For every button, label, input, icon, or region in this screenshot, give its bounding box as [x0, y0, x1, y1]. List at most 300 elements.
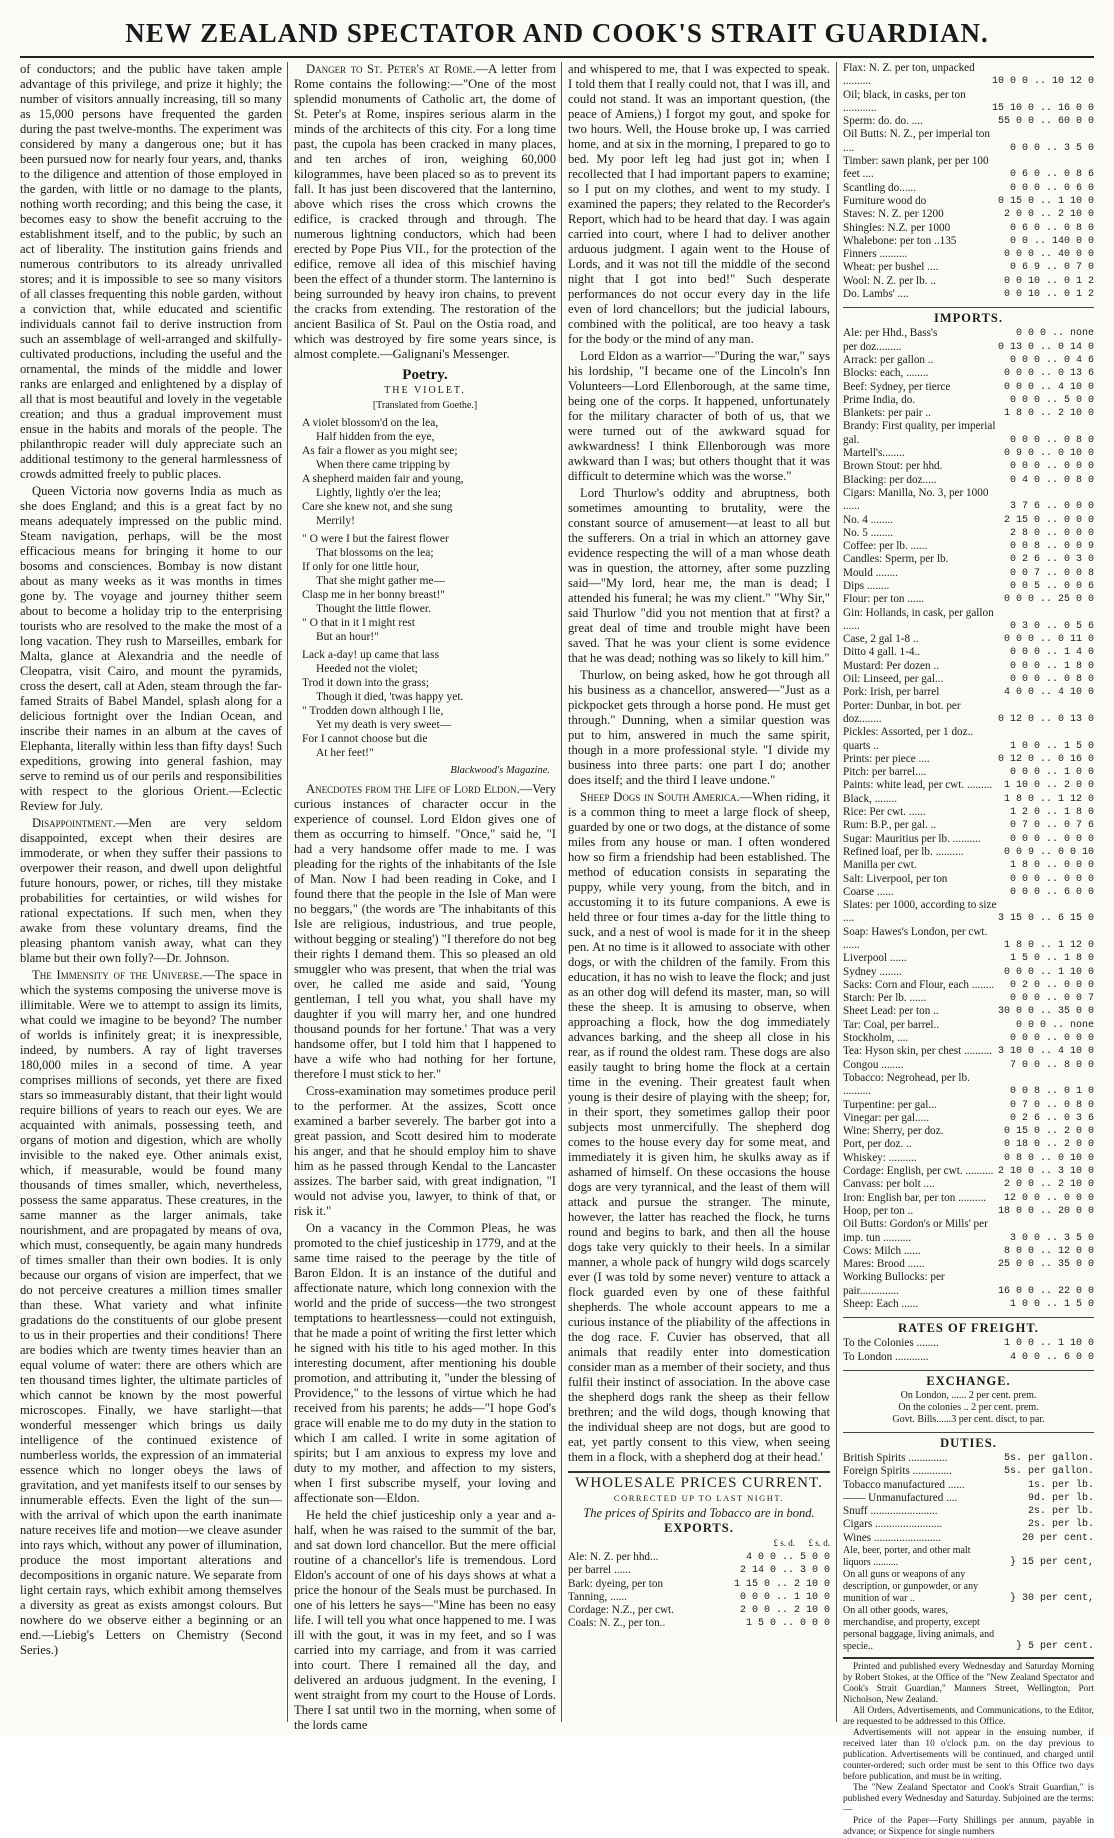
price-row: [843, 873, 1094, 886]
price-item: Whiskey: ..........: [843, 1151, 917, 1164]
price-value: 0 0 10 .. 0 1 2: [1003, 289, 1094, 301]
price-value: 0 0 0 .. 0 0 0: [1009, 461, 1094, 473]
poem-line: " Trodden down although I lie,: [302, 705, 444, 717]
price-row: [843, 474, 1094, 487]
price-value: 0 0 0 .. none: [1015, 328, 1094, 340]
price-row: [843, 966, 1094, 979]
price-value: 0 8 0 .. 0 10 0: [1003, 1152, 1094, 1164]
price-row: [843, 1479, 1094, 1492]
article-body: —Men are very seldom disappointed, except when their desires are immoderate, or when they suffer their passions to overpower their reason, and dwell upon delightful future honours, power, or riches, till they mistake probabilities for certainties, or wild wishes for rational expectations. If such men, when they awake from these voluntary dreams, find the pleasing phantom vanish away, what can they blame but their own folly?—Dr. Johnson.: [20, 816, 282, 965]
price-value: 1 2 0 .. 1 8 0: [1009, 807, 1094, 819]
price-value: 0 0 8 .. 0 1 0: [1009, 1086, 1094, 1098]
price-item: Sugar: Mauritius per lb. ..........: [843, 832, 981, 845]
article-body: —When riding, it is a common thing to meet a large flock of sheep, guarded by one or two dogs, at the distance of some miles from any house or man. I often wondered how so firm a friendship had been established. The method of education consists in separating the puppy, while very young, from the bitch, and in accustoming it to its future companions. A ewe is held three or four times a-day for the little thing to suck, and a nest of wool is made for it in the sheep pen. At no time is it allowed to associate with other dogs, or with the children of the family. From this education, it has no wish to leave the flock; and just as an other dog will defend its master, man, so will these the sheep. It is amusing to observe, when approaching a flock, how the dog immediately advances barking, and the sheep all close in his rear, as if round the oldest ram. These dogs are also easily taught to bring home the flock at a certain time in the evening. Their greatest fault when young is their desire of playing with the sheep; for, in their sport, they sometimes gallop their poor subjects most unmercifully. The shepherd dog comes to the house every day for some meat, and immediately it is given him, he skulks away as if ashamed of himself. On these occasions the house dogs are very tyrannical, and the least of them will attack and pursue the stranger. The minute, however, the latter has reached the flock, he turns round and begins to bark, and then all the house dogs take very quickly to their heels. In a similar manner, a whole pack of hungry wild dogs scarcely ever (I was told by some never) venture to attack a flock guarded even by one of these faithful shepherds. The whole account appears to me a curious instance of the pliability of the affections in the dog race. F. Cuvier has observed, that all animals that readily enter into domestication consider man as a member of their society, and thus fulfil their instinct of association. In the above case the shepherd dogs rank the sheep as their fellow brethren; and the wild dogs, though knowing that the individual sheep are not dogs, but are good to eat, yet partly consent to this view, when seeing them in a flock, with a shepherd dog at their head.': [568, 790, 830, 1464]
poem: [294, 416, 556, 778]
price-value: 0 0 0 .. 0 11 0: [1003, 634, 1094, 646]
imports-table: [843, 327, 1094, 1311]
poem-stanza: [294, 416, 556, 528]
price-item: Manilla per cwt.: [843, 859, 917, 872]
poem-line: If only for one little hour,: [302, 561, 420, 573]
price-value: 0 2 0 .. 0 0 0: [1009, 979, 1094, 991]
price-row: [843, 846, 1094, 859]
price-value: 0 0 0 .. 1 0 0: [1009, 767, 1094, 779]
price-item: Congou ........: [843, 1058, 904, 1071]
price-value: 0 7 0 .. 0 7 6: [1009, 820, 1094, 832]
poem-line: A shepherd maiden fair and young,: [302, 473, 464, 485]
price-item: Shingles: N.Z. per 1000: [843, 221, 951, 234]
imprint-line: Advertisements will not appear in the ensuing number, if received later than 10 o'clock p.m. on the day previous to publication. Advertisements will be continued, and charged until counter-ordered; such order must be sent to this Office two days before publication, and must be in writing.: [843, 1727, 1094, 1782]
article-body: —The space in which the systems composing the universe move is illimitable. Were we to attempt to assign its limits, what could we imagine to be beyond? The number of worlds is infinitely great; it is inexpressible, indeed, by numbers. A ray of light traverses 180,000 miles in a second of time. A year comprises millions of seconds, yet there are fixed stars so immeasurably distant, that their light would require billions of years to reach our eyes. We are acquainted with animals, possessing teeth, and organs of motion and digestion, which are wholly invisible to the naked eye. Other animals exist, which, if measurable, would be found many thousands of times smaller, which, nevertheless, possess the same apparatus. These creatures, in the same manner as the larger animals, take nourishment, and are propagated by means of ova, which must, consequently, be again many hundreds of times smaller than their own bodies. It is only because our organs of vision are imperfect, that we do not perceive creatures a million times smaller than these. What variety and what infinite gradations do the constituents of our globe present to us in their properties and their conditions! There are bodies which are twenty times heavier than an equal volume of water: there are others which are ten thousand times lighter, the ultimate particles of which cannot be known by the most powerful microscopes. Finally, we have starlight—that wonderful messenger which brings us daily intelligence of the continued existence of numberless worlds, the expression of an immaterial essence which no longer obeys the laws of gravitation, and yet manifests itself to our senses by innumerable effects. Even the light of the sun—with the arrival of which upon the earth inanimate nature receives life and motion—we cleave asunder into rays which, without any power of illumination, produce the most important alterations and decompositions in organic nature. We separate from light certain rays, which exhibit among themselves a diversity as great as exists amongst colours. But nowhere do we observe either a beginning or an end.—Liebig's Letters on Chemistry (Second Series.): [20, 968, 282, 1657]
price-item: Prime India, do.: [843, 393, 916, 406]
price-value: 0 0 0 .. 3 5 0: [1009, 142, 1094, 154]
price-item: Starch: Per lb. ......: [843, 992, 927, 1005]
price-value: 0 6 0 .. 0 8 0: [1009, 222, 1094, 234]
freight-heading: RATES OF FREIGHT.: [843, 1317, 1094, 1335]
price-item: Tobacco: Negrohead, per lb. ..........: [843, 1071, 970, 1098]
price-value: 0 9 0 .. 0 10 0: [1003, 448, 1094, 460]
price-row: [568, 1617, 830, 1630]
price-value: 0 0 0 .. 0 4 6: [1009, 354, 1094, 366]
price-row: [843, 1271, 1094, 1298]
poem-line: That blossoms on the lea;: [316, 547, 434, 559]
article-st-peters: [294, 62, 556, 362]
price-value: 0 0 0 .. 1 4 0: [1009, 647, 1094, 659]
price-item: Turpentine: per gal...: [843, 1098, 937, 1111]
imprint-line: The "New Zealand Spectator and Cook's Strait Guardian," is published every Wednesday and Saturday. Subjoined are the terms:—: [843, 1782, 1094, 1815]
price-row: [843, 660, 1094, 673]
price-value: 55 0 0 .. 60 0 0: [997, 116, 1094, 128]
duties-table: [843, 1452, 1094, 1545]
price-value: 1s. per lb.: [1027, 1479, 1094, 1491]
article-paragraph: Cross-examination may sometimes produce peril to the performer. At the assizes, Scott once examined a barber severely. The barber got into a great passion, and Scott desired him to moderate his anger, and that he should employ him to shave him as he passed through Kendal to the Lancaster assizes. The barber said, with great indignation, "I would not advise you, lawyer, to think of that, or risk it.": [294, 1084, 556, 1218]
price-item: Salt: Liverpool, per ton: [843, 872, 948, 885]
article-paragraph: and whispered to me, that I was expected to speak. I told them that I really could not, that I was ill, and could not stand. It was an important question, (the peace of Amiens,) I forgot my gout, and spoke for two hours. Well, the House broke up, I was carried home, and at six in the morning, I prepared to go to bed. My poor left leg had just got in; when I recollected that I had important papers to examine; so I put on my clothes, and went to my study. I examined the papers; they related to the Recorder's Report, which had to be heard that day. I was again carried into court, where I had to deliver another arduous judgment. I again went to the House of Lords, and it was not till the middle of the second night that I got into bed!" Such desperate performances do not occur every day in the life even of lord chancellors; but the judicial labours, combined with the political, are too heavy a task for the body or the mind of any man.: [568, 62, 830, 346]
price-row: [843, 859, 1094, 872]
poem-title: THE VIOLET.: [384, 385, 466, 396]
column-2: [294, 62, 557, 1732]
price-value: 0 0 0 .. none: [1015, 1019, 1094, 1031]
price-item: —— Unmanufactured ....: [843, 1491, 958, 1504]
poem-line: That she might gather me—: [316, 575, 446, 587]
article-body: —A letter from Rome contains the following:—"One of the most splendid monuments of Catholic art, the dome of St. Peter's at Rome, inspires serious alarm in the minds of the architects of this city. For a long time past, the cupola has been cracked in many places, and ten arches of iron, weighing 60,000 kilogrammes, have been placed so as to prevent its fall. It has just been discovered that the lanternino, above which rises the cross which crowns the edifice, is cracked through and through. The numerous lightning conductors, which had been erected by Pope Pius VII., for the protection of the edifice, remove all idea of this mischief having been the effect of a thunder storm. The lanternino is being surrounded by heavy iron chains, to prevent the cracks from extending. The restoration of the ancient Basilica of St. Paul on the Ostia road, and which was destroyed by fire some years since, is almost complete.—Galignani's Messenger.: [294, 62, 556, 361]
price-item: Paints: white lead, per cwt. .........: [843, 779, 993, 792]
masthead-title: NEW ZEALAND SPECTATOR AND COOK'S STRAIT GUARDIAN.: [125, 18, 989, 48]
price-row: [843, 992, 1094, 1005]
price-value: 4 0 0 .. 4 10 0: [1003, 687, 1094, 699]
price-row: [843, 726, 1094, 753]
price-row: [843, 979, 1094, 992]
freight-table: [843, 1337, 1094, 1364]
price-row: [843, 354, 1094, 367]
price-row: [843, 275, 1094, 288]
price-row: [843, 420, 1094, 447]
price-row: [843, 248, 1094, 261]
poem-line: Thought the little flower.: [316, 603, 431, 615]
price-item: Soap: Hawes's London, per cwt. ......: [843, 925, 988, 951]
price-item: Wines ........................: [843, 1531, 942, 1544]
price-value: 5s. per gallon.: [1003, 1452, 1094, 1464]
price-value: 1 5 0 .. 1 8 0: [1009, 953, 1094, 965]
duty-rate: } 5 per cent.: [1015, 1640, 1094, 1652]
price-row: [843, 195, 1094, 208]
price-value: 9d. per lb.: [1027, 1492, 1094, 1504]
price-row: [843, 327, 1094, 340]
article-sheep-dogs: [568, 790, 830, 1465]
price-row: [843, 793, 1094, 806]
prices-current-title: WHOLESALE PRICES CURRENT.: [568, 1471, 830, 1491]
price-item: Black, ........: [843, 792, 898, 805]
price-row: [843, 1245, 1094, 1258]
price-row: [843, 1165, 1094, 1178]
price-value: 30 0 0 .. 35 0 0: [997, 1006, 1094, 1018]
price-item: Beef: Sydney, per tierce: [843, 380, 951, 393]
price-item: Port, per doz. ..: [843, 1138, 912, 1151]
poem-line: But an hour!": [316, 631, 379, 643]
price-item: Oil; black, in casks, per ton ............: [843, 88, 966, 114]
price-item: No. 5 ........: [843, 526, 894, 539]
price-value: 15 10 0 .. 16 0 0: [991, 102, 1094, 114]
price-value: 0 13 0 .. 0 14 0: [997, 341, 1094, 353]
duties-heading: DUTIES.: [843, 1432, 1094, 1450]
poem-line: Merrily!: [316, 515, 355, 527]
poem-subtitle: [Translated from Goethe.]: [372, 400, 478, 411]
price-row: [843, 128, 1094, 155]
price-value: 5s. per gallon.: [1003, 1466, 1094, 1478]
exports-column-header: £ s. d. £ s. d.: [773, 1538, 830, 1548]
price-item: Tar: Coal, per barrel..: [843, 1018, 940, 1031]
price-value: 1 0 0 .. 1 10 0: [1003, 1338, 1094, 1350]
poem-line: Heeded not the violet;: [316, 663, 418, 675]
price-row: [843, 633, 1094, 646]
price-row: [843, 686, 1094, 699]
price-row: [843, 1205, 1094, 1218]
article-paragraph: On a vacancy in the Common Pleas, he was promoted to the chief justiceship in 1779, and at the same time raised to the peerage by the title of Baron Eldon. It is an instance of the dutiful and affectionate nature, which long connexion with the world and the pride of success—the two strongest temptations to heartlessness—could not extinguish, that he made a point of writing the first letter which he signed with his title to his aged mother. In this interesting document, after mentioning his double promotion, and attributing it, "under the blessing of Providence," to the lessons of virtue which he had received from his parents; he adds—"I hope God's grace will enable me to do my duty in the station to which I am called. I write in some agitation of spirits; but I am anxious to express my love and duty to my mother, and affection to my sisters, when I first subscribe myself, your loving and affectionate son—Eldon.: [294, 1221, 556, 1505]
price-row: [843, 1351, 1094, 1364]
column-4: [843, 62, 1094, 1837]
price-row: [843, 1192, 1094, 1205]
price-item: Working Bullocks: per pair..............: [843, 1271, 945, 1297]
price-value: 2 0 0 .. 2 10 0: [1003, 209, 1094, 221]
price-row: [843, 381, 1094, 394]
price-row: [843, 115, 1094, 128]
prices-current-subtitle: CORRECTED UP TO LAST NIGHT.: [613, 1493, 785, 1503]
price-item: Vinegar: per gal.....: [843, 1111, 929, 1124]
price-item: Wool: N. Z. per lb. ..: [843, 274, 936, 287]
price-row: [843, 1032, 1094, 1045]
price-value: 1 15 0 .. 2 10 0: [733, 1578, 830, 1590]
price-item: Liverpool ......: [843, 952, 907, 965]
price-item: Coffee: per lb. ......: [843, 540, 928, 553]
price-row: [843, 1019, 1094, 1032]
price-value: 0 0 0 .. 40 0 0: [1003, 249, 1094, 261]
price-row: [843, 580, 1094, 593]
price-item: Pickles: Assorted, per 1 doz.. quarts ..: [843, 726, 974, 752]
price-row: [843, 753, 1094, 766]
price-value: 3 0 0 .. 3 5 0: [1009, 1232, 1094, 1244]
price-row: [843, 567, 1094, 580]
exchange-line: On London, ...... 2 per cent. prem.: [900, 1389, 1037, 1401]
price-row: [843, 593, 1094, 606]
price-row: [843, 62, 1094, 89]
article-paragraph: He held the chief justiceship only a year and a-half, when he was raised to the summit of the bar, and sat down lord chancellor. But the mere official routine of a chancellor's life is tremendous. Lord Eldon's account of one of his days shows at what a price the honour of the Seals must be purchased. In one of his letters he says—"Mine has been no easy life. I will tell you what once happened to me. I was ill with the gout, it was in my feet, and so I was carried into my carriage, and from it was carried into court. There I remained all the day, and delivered an arduous judgment. In the evening, I went straight from my court to the House of Lords. There I sat until two in the morning, when some of the lords came: [294, 1508, 556, 1732]
price-value: 1 0 0 .. 1 5 0: [1009, 740, 1094, 752]
price-value: 0 0 9 .. 0 0 10: [1003, 846, 1094, 858]
duty-item: On all other goods, wares, merchandise, and property, except personal baggage, living animals, and specie..: [843, 1604, 995, 1652]
price-value: 2 10 0 .. 3 10 0: [997, 1166, 1094, 1178]
article-paragraph: Lord Eldon as a warrior—"During the war," says his lordship, "I became one of the Lincoln's Inn Volunteers—Lord Ellenborough, at the same time, being one of the corps. It happened, unfortunately for the military character of both of us, that we were turned out of the awkward squad for awkwardness! I think Ellenborough was more awkward than I was; but others thought that it was difficult to determine which was the worse.": [568, 349, 830, 483]
article-universe: [20, 968, 282, 1658]
price-row: [843, 1125, 1094, 1138]
article-heading: The Immensity of the Universe.: [32, 968, 203, 982]
price-row: [843, 700, 1094, 727]
price-item: Sheep: Each ......: [843, 1298, 919, 1311]
poem-line: Clasp me in her bonny breast!": [302, 589, 445, 601]
poem-line: For I cannot choose but die: [302, 733, 428, 745]
price-value: 0 15 0 .. 1 10 0: [997, 195, 1094, 207]
article-heading: Anecdotes from the Life of Lord Eldon.: [306, 782, 520, 796]
price-value: 0 18 0 .. 2 0 0: [1003, 1139, 1094, 1151]
price-item: Pork: Irish, per barrel: [843, 686, 940, 699]
price-row: [843, 1005, 1094, 1018]
price-value: 2 0 0 .. 2 10 0: [1003, 1179, 1094, 1191]
price-value: 1 10 0 .. 2 0 0: [1003, 780, 1094, 792]
price-row: [843, 646, 1094, 659]
price-item: Oil: Linseed, per gal...: [843, 673, 944, 686]
price-value: 25 0 0 .. 35 0 0: [997, 1259, 1094, 1271]
price-item: Furniture wood do: [843, 194, 927, 207]
price-value: 2 14 0 .. 3 0 0: [739, 1565, 830, 1577]
price-row: [843, 1298, 1094, 1311]
price-item: Scantling do......: [843, 181, 917, 194]
price-row: [843, 1258, 1094, 1271]
price-value: 2 8 0 .. 0 0 0: [1009, 527, 1094, 539]
price-item: Oil Butts: N. Z., per imperial ton ....: [843, 128, 990, 154]
price-value: 4 0 0 .. 6 0 0: [1009, 1351, 1094, 1363]
price-item: Mustard: Per dozen ..: [843, 659, 940, 672]
price-row: [568, 1604, 830, 1617]
price-row: [843, 1505, 1094, 1518]
price-row: [843, 952, 1094, 965]
price-value: 0 0 0 .. 0 6 0: [1009, 182, 1094, 194]
price-value: 0 7 0 .. 0 8 0: [1009, 1099, 1094, 1111]
price-value: 0 0 0 .. 6 0 0: [1009, 886, 1094, 898]
price-item: Oil Butts: Gordon's or Mills' per imp. tun ..........: [843, 1218, 988, 1244]
price-row: [843, 1337, 1094, 1350]
price-row: [843, 208, 1094, 221]
price-row: [843, 779, 1094, 792]
price-item: Sheet Lead: per ton ..: [843, 1005, 939, 1018]
poem-stanza: [294, 532, 556, 644]
poem-line: " O were I but the fairest flower: [302, 533, 449, 545]
price-value: 1 8 0 .. 2 10 0: [1003, 408, 1094, 420]
price-row: [843, 460, 1094, 473]
price-value: 2 15 0 .. 0 0 0: [1003, 514, 1094, 526]
poem-line: When there came tripping by: [316, 459, 451, 471]
article-paragraph: of conductors; and the public have taken ample advantage of this privilege, and prize it highly; the number of visitors annually increasing, till so many as 15,000 persons have frequented the garden during the past twelve-months. The experiment was considered by many a dangerous one; but it has been pursued now for nearly four years, and, thanks to the diligence and attention of those employed in the garden, with little or no damage to the plants, nothing worth recording; and this being the case, it becomes easy to show the benefit accruing to the establishment itself, and to the public, by such an act of liberality. The institution gains friends and numerous contributors to its already unrivalled stores; and it is impossible to see so many visitors of all classes frequenting this noble garden, without a conviction that, while educated and scientific individuals cannot fail to derive instruction from such an assemblage of well-arranged and skilfully-cultivated productions, including the useful and the ornamental, the minds of the middle and lower ranks are enlarged and enlightened by a display of all that is most beautiful and lovely in the vegetable creation; and thus a gradual improvement must ensue in the habits and morals of the people. The philanthropic reader will duly appreciate such an additional testimony to the general harmlessness of crowds admitted freely to public places.: [20, 62, 282, 481]
price-item: Timber: sawn plank, per per 100 feet ....: [843, 155, 989, 181]
article-heading: Sheep Dogs in South America.: [580, 790, 740, 804]
price-value: 10 0 0 .. 10 12 0: [991, 76, 1094, 88]
price-item: Sperm: do. do. ....: [843, 115, 923, 128]
price-row: [568, 1564, 830, 1577]
price-row: [843, 926, 1094, 953]
price-row: [843, 607, 1094, 634]
poem-line: Lack a-day! up came that lass: [302, 649, 439, 661]
price-row: [568, 1578, 830, 1591]
poem-line: Care she knew not, and she sung: [302, 501, 453, 513]
price-row: [843, 1465, 1094, 1478]
poem-line: A violet blossom'd on the lea,: [302, 417, 439, 429]
price-item: per barrel ......: [568, 1564, 631, 1577]
price-row: [843, 1152, 1094, 1165]
price-item: Brandy: First quality, per imperial gal.: [843, 420, 996, 446]
price-row: [843, 899, 1094, 926]
price-value: 0 6 0 .. 0 8 6: [1009, 169, 1094, 181]
price-row: [843, 407, 1094, 420]
price-item: Candles: Sperm, per lb.: [843, 553, 949, 566]
imprint-line: Printed and published every Wednesday and Saturday Morning by Robert Stokes, at the Office of the "New Zealand Spectator and Cook's Strait Guardian," Manners Street, Wellington, Port Nicholson, New Zealand.: [843, 1661, 1094, 1705]
price-item: Coarse ......: [843, 885, 894, 898]
price-item: Canvass: per bolt ....: [843, 1178, 935, 1191]
price-value: 7 0 0 .. 8 0 0: [1009, 1059, 1094, 1071]
price-value: 0 0 0 .. 0 0 0: [1009, 1033, 1094, 1045]
price-item: Gin: Hollands, in cask, per gallon ......: [843, 606, 994, 632]
exchange-heading: EXCHANGE.: [843, 1370, 1094, 1388]
price-row: [843, 806, 1094, 819]
poem-stanza: [294, 648, 556, 760]
price-value: 0 0 0 .. 1 10 0: [1003, 966, 1094, 978]
price-row: [843, 487, 1094, 514]
price-row: [843, 1452, 1094, 1465]
price-value: 0 0 0 .. 5 0 0: [1009, 394, 1094, 406]
price-item: Ditto 4 gall. 1-4..: [843, 646, 921, 659]
price-item: Refined loaf, per lb. ..........: [843, 845, 964, 858]
price-item: Case, 2 gal 1-8 ..: [843, 633, 919, 646]
price-item: Ale: per Hhd., Bass's: [843, 327, 938, 340]
price-item: per doz.........: [843, 340, 902, 353]
price-row: [843, 673, 1094, 686]
price-item: Blocks: each, ........: [843, 367, 929, 380]
price-item: Tea: Hyson skin, per chest ..........: [843, 1045, 992, 1058]
prices-current-note: The prices of Spirits and Tobacco are in bond.: [583, 1506, 815, 1520]
price-row: [843, 540, 1094, 553]
price-value: 1 5 0 .. 0 0 0: [745, 1618, 830, 1630]
price-row: [843, 235, 1094, 248]
price-item: No. 4 ........: [843, 513, 894, 526]
price-row: [843, 766, 1094, 779]
poem-line: Though it died, 'twas happy yet.: [316, 691, 464, 703]
price-row: [843, 553, 1094, 566]
price-value: 0 0 .. 140 0 0: [1009, 235, 1094, 247]
price-row: [843, 1492, 1094, 1505]
article-eldon: [294, 782, 556, 1082]
price-value: 1 0 0 .. 1 5 0: [1009, 1299, 1094, 1311]
poem-source: Blackwood's Magazine.: [450, 765, 550, 776]
price-item: Brown Stout: per hhd.: [843, 460, 943, 473]
duties-bracket-table: [843, 1545, 1094, 1653]
price-item: Cigars: Manilla, No. 3, per 1000 ......: [843, 486, 989, 513]
price-item: Arrack: per gallon ..: [843, 353, 934, 366]
duty-rate: } 15 per cent,: [1009, 1556, 1094, 1568]
price-row: [843, 1218, 1094, 1245]
price-row: [843, 155, 1094, 182]
price-value: 0 0 0 .. 1 8 0: [1009, 660, 1094, 672]
poetry-heading: Poetry.: [402, 367, 448, 383]
imprint-line: Price of the Paper—Forty Shillings per annum, payable in advance; or Sixpence for single numbers: [843, 1815, 1094, 1837]
price-row: [843, 819, 1094, 832]
price-item: Blacking: per doz.....: [843, 473, 937, 486]
poem-line: Trod it down into the grass;: [302, 677, 430, 689]
price-value: 0 6 9 .. 0 7 0: [1009, 262, 1094, 274]
price-value: 0 0 0 .. 0 0 7: [1009, 993, 1094, 1005]
price-item: Cordage: N.Z., per cwt.: [568, 1604, 674, 1617]
price-value: 0 0 5 .. 0 0 6: [1009, 580, 1094, 592]
price-value: 3 15 0 .. 6 15 0: [997, 913, 1094, 925]
article-paragraph: Lord Thurlow's oddity and abruptness, both sometimes amounting to brutality, were the constant source of amusement—at least to all but the sufferers. On a trial in which an attorney gave evidence respecting the will of a man whose death was in question, the attorney, after some puzzling said—"My lord, hear me, the man is dead; I attended his funeral; he was my client." "Why Sir," said Thurlow "did you not mention that at first? a great deal of time and trouble might have been saved. That he was your client is some evidence that he was dead; nothing was so likely to kill him.": [568, 486, 830, 665]
imprint: [843, 1657, 1094, 1838]
price-item: Rice: Per cwt. ......: [843, 806, 926, 819]
price-item: Pitch: per barrel....: [843, 766, 927, 779]
duty-row: [843, 1545, 1094, 1569]
price-value: 0 4 0 .. 0 8 0: [1009, 474, 1094, 486]
price-item: Tobacco manufactured ......: [843, 1478, 965, 1491]
price-value: 0 0 0 .. 0 8 0: [1009, 434, 1094, 446]
article-body: —Very curious instances of character occur in the experience of counsel. Lord Eldon gives one of them as occurring to himself. "Once," said he, "I had a very handsome offer made to me. I was pleading for the rights of the inhabitants of the Isle of Man. Now I had been reading in Coke, and I found there that the people in the Isle of Man were no beggars," (the words are 'The inhabitants of this Isle are religious, industrious, and true people, without begging or stealing') "I therefore do not beg their rights I demand them. This so pleased an old smuggler who was present, that when the trial was over, he called me aside and said, 'Young gentleman, I tell you what, you shall have my daughter if you will marry her, and one hundred thousand pounds for her fortune.' That was a very handsome offer, but I told him that I happened to have a wife who had nothing for her fortune, therefore I must stick to her.": [294, 782, 557, 1081]
price-value: 2s. per lb.: [1027, 1506, 1094, 1518]
price-value: 3 7 6 .. 0 0 0: [1009, 501, 1094, 513]
price-value: 0 0 8 .. 0 0 9: [1009, 541, 1094, 553]
price-row: [843, 447, 1094, 460]
price-value: 18 0 0 .. 20 0 0: [997, 1205, 1094, 1217]
price-value: 0 0 0 .. 0 0 0: [1009, 833, 1094, 845]
poem-line: Yet my death is very sweet—: [316, 719, 452, 731]
price-value: 0 15 0 .. 2 0 0: [1003, 1126, 1094, 1138]
imprint-line: All Orders, Advertisements, and Communications, to the Editor, are requested to be addressed to this Office.: [843, 1705, 1094, 1727]
price-value: 0 0 0 .. 0 0 0: [1009, 873, 1094, 885]
price-value: 3 10 0 .. 4 10 0: [997, 1046, 1094, 1058]
price-item: To the Colonies ........: [843, 1337, 939, 1350]
price-item: Foreign Spirits ..............: [843, 1465, 952, 1478]
column-1: [20, 62, 282, 1722]
price-row: [843, 1112, 1094, 1125]
price-row: [843, 1138, 1094, 1151]
column-divider: [561, 62, 562, 1722]
price-row: [843, 341, 1094, 354]
price-item: Sydney ........: [843, 965, 902, 978]
price-item: Wheat: per bushel ....: [843, 261, 939, 274]
poem-line: At her feet!": [316, 747, 374, 759]
price-item: Snuff ........................: [843, 1505, 938, 1518]
price-value: 0 0 0 .. 0 13 6: [1003, 368, 1094, 380]
price-item: To London ............: [843, 1350, 929, 1363]
price-item: Mares: Brood ......: [843, 1258, 925, 1271]
article-paragraph: Thurlow, on being asked, how he got through all his business as a chancellor, answered—"Just as a pickpocket gets through a horse pond. He must get through." Dunning, when a similar question was put to him, answered in much the same spirit, though in a more professional style. "I divide my business into three parts: one part I do; another does itself; and the third I leave undone.": [568, 668, 830, 787]
price-item: Ale: N. Z. per hhd...: [568, 1551, 659, 1563]
price-item: Tanning, ......: [568, 1590, 627, 1603]
price-item: Dips ........: [843, 579, 890, 592]
price-value: 0 0 7 .. 0 0 8: [1009, 567, 1094, 579]
price-item: Blankets: per pair ..: [843, 407, 931, 420]
price-row: [843, 886, 1094, 899]
article-disappointment: [20, 816, 282, 966]
poem-line: " O that in it I might rest: [302, 617, 415, 629]
price-item: Flax: N. Z. per ton, unpacked ..........: [843, 62, 975, 88]
price-item: Bark: dyeing, per ton: [568, 1577, 664, 1590]
column-divider: [287, 62, 288, 1722]
price-item: Hoop, per ton ..: [843, 1204, 914, 1217]
duty-row: [843, 1569, 1094, 1605]
price-value: 0 12 0 .. 0 13 0: [997, 713, 1094, 725]
